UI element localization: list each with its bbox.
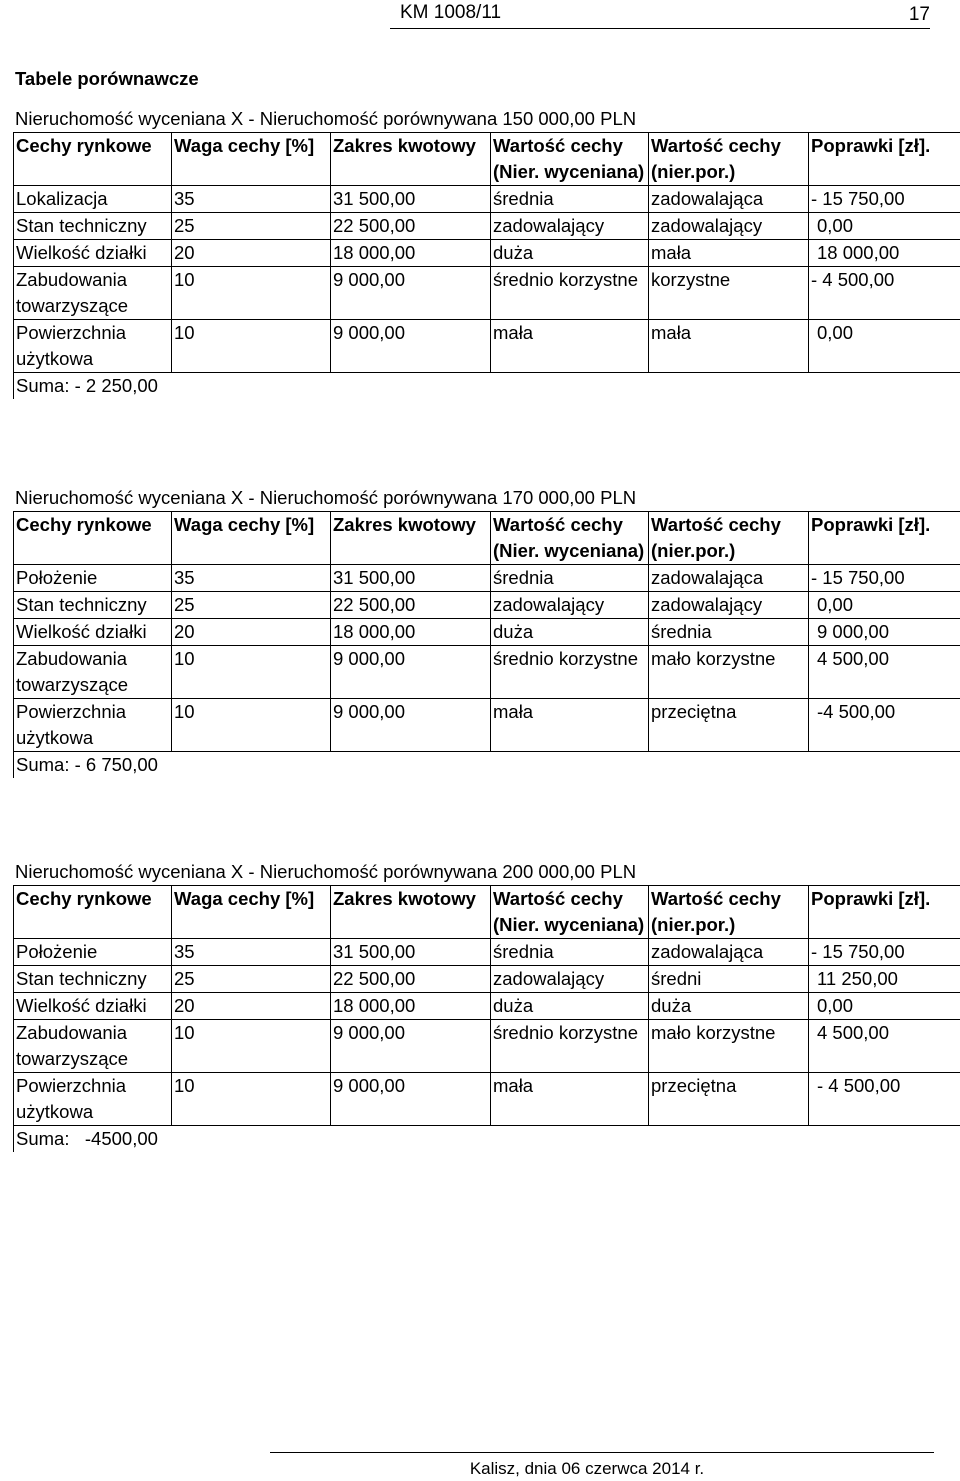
table-row bbox=[14, 1020, 960, 1073]
column-header: Poprawki [zł]. bbox=[809, 886, 960, 939]
table-cell: Stan techniczny bbox=[14, 966, 172, 993]
comparison-section-3 bbox=[13, 858, 960, 1152]
table-cell: Stan techniczny bbox=[14, 592, 172, 619]
table-cell: Wielkość działki bbox=[14, 240, 172, 267]
table-cell: 9 000,00 bbox=[331, 1073, 491, 1126]
table-cell: 18 000,00 bbox=[809, 240, 960, 267]
table-cell: Stan techniczny bbox=[14, 213, 172, 240]
page-number: 17 bbox=[908, 4, 930, 25]
table-cell: Położenie bbox=[14, 565, 172, 592]
table-cell: 0,00 bbox=[809, 213, 960, 240]
column-header: Poprawki [zł]. bbox=[809, 133, 960, 186]
table-cell: 9 000,00 bbox=[331, 699, 491, 752]
sum-row bbox=[14, 1126, 960, 1153]
table-header-row bbox=[14, 512, 960, 565]
table-cell: 25 bbox=[172, 213, 331, 240]
table-cell: zadowalający bbox=[491, 213, 649, 240]
table-cell: - 15 750,00 bbox=[809, 186, 960, 213]
column-header: Wartość cechy (nier.por.) bbox=[649, 886, 809, 939]
table-cell: 35 bbox=[172, 939, 331, 966]
table-cell: zadowalająca bbox=[649, 565, 809, 592]
table-header-row bbox=[14, 886, 960, 939]
table-row bbox=[14, 993, 960, 1020]
table-cell: Lokalizacja bbox=[14, 186, 172, 213]
table-row bbox=[14, 1073, 960, 1126]
table-cell: średnio korzystne bbox=[491, 1020, 649, 1073]
table-row bbox=[14, 592, 960, 619]
table-cell: 20 bbox=[172, 993, 331, 1020]
document-title: Tabele porównawcze bbox=[15, 68, 199, 89]
table-cell: 9 000,00 bbox=[331, 267, 491, 320]
column-header: Zakres kwotowy bbox=[331, 512, 491, 565]
column-header: Zakres kwotowy bbox=[331, 886, 491, 939]
table-cell: 10 bbox=[172, 1073, 331, 1126]
column-header: Wartość cechy (nier.por.) bbox=[649, 512, 809, 565]
comparison-table bbox=[13, 511, 960, 778]
column-header: Cechy rynkowe bbox=[14, 133, 172, 186]
table-cell: 25 bbox=[172, 592, 331, 619]
section-title: Nieruchomość wyceniana X - Nieruchomość porównywana 150 000,00 PLN bbox=[15, 108, 637, 129]
section-title: Nieruchomość wyceniana X - Nieruchomość porównywana 200 000,00 PLN bbox=[15, 861, 637, 882]
table-cell: korzystne bbox=[649, 267, 809, 320]
table-cell: mała bbox=[491, 320, 649, 373]
table-cell: średnio korzystne bbox=[491, 267, 649, 320]
comparison-table bbox=[13, 132, 960, 399]
footer-date: Kalisz, dnia 06 czerwca 2014 r. bbox=[469, 1459, 705, 1478]
table-cell: Zabudowania towarzyszące bbox=[14, 646, 172, 699]
table-cell: Zabudowania towarzyszące bbox=[14, 267, 172, 320]
table-cell: mała bbox=[649, 320, 809, 373]
page-footer bbox=[270, 1452, 934, 1479]
table-cell: średnia bbox=[649, 619, 809, 646]
column-header: Zakres kwotowy bbox=[331, 133, 491, 186]
table-cell: Wielkość działki bbox=[14, 619, 172, 646]
table-cell: Powierzchnia użytkowa bbox=[14, 699, 172, 752]
table-cell: średnio korzystne bbox=[491, 646, 649, 699]
table-cell: Położenie bbox=[14, 939, 172, 966]
sum-row bbox=[14, 373, 960, 400]
table-cell: mała bbox=[491, 1073, 649, 1126]
column-header: Cechy rynkowe bbox=[14, 512, 172, 565]
table-cell: 10 bbox=[172, 320, 331, 373]
sum-value: Suma: - 2 250,00 bbox=[14, 373, 960, 400]
table-cell: zadowalający bbox=[649, 592, 809, 619]
table-row bbox=[14, 565, 960, 592]
table-cell: 20 bbox=[172, 619, 331, 646]
table-cell: 18 000,00 bbox=[331, 240, 491, 267]
table-cell: 10 bbox=[172, 646, 331, 699]
column-header: Wartość cechy (nier.por.) bbox=[649, 133, 809, 186]
table-cell: 22 500,00 bbox=[331, 592, 491, 619]
table-cell: 9 000,00 bbox=[331, 320, 491, 373]
table-cell: 22 500,00 bbox=[331, 213, 491, 240]
table-cell: zadowalający bbox=[491, 592, 649, 619]
table-cell: 31 500,00 bbox=[331, 565, 491, 592]
table-cell: - 15 750,00 bbox=[809, 565, 960, 592]
table-row bbox=[14, 646, 960, 699]
table-cell: 25 bbox=[172, 966, 331, 993]
table-row bbox=[14, 619, 960, 646]
table-header-row bbox=[14, 133, 960, 186]
table-cell: - 4 500,00 bbox=[809, 1073, 960, 1126]
table-cell: średnia bbox=[491, 186, 649, 213]
table-row bbox=[14, 213, 960, 240]
table-cell: 35 bbox=[172, 186, 331, 213]
table-cell: 9 000,00 bbox=[331, 646, 491, 699]
table-row bbox=[14, 939, 960, 966]
table-cell: duża bbox=[491, 993, 649, 1020]
table-cell: 0,00 bbox=[809, 320, 960, 373]
table-cell: 20 bbox=[172, 240, 331, 267]
table-cell: 0,00 bbox=[809, 592, 960, 619]
sum-value: Suma: - 6 750,00 bbox=[14, 752, 960, 779]
comparison-section-1 bbox=[13, 105, 960, 399]
table-cell: Zabudowania towarzyszące bbox=[14, 1020, 172, 1073]
table-cell: duża bbox=[491, 619, 649, 646]
table-cell: Powierzchnia użytkowa bbox=[14, 1073, 172, 1126]
table-row bbox=[14, 320, 960, 373]
table-cell: 18 000,00 bbox=[331, 993, 491, 1020]
table-cell: - 15 750,00 bbox=[809, 939, 960, 966]
table-cell: mało korzystne bbox=[649, 1020, 809, 1073]
table-cell: 10 bbox=[172, 1020, 331, 1073]
column-header: Waga cechy [%] bbox=[172, 886, 331, 939]
comparison-table bbox=[13, 885, 960, 1152]
table-cell: -4 500,00 bbox=[809, 699, 960, 752]
column-header: Poprawki [zł]. bbox=[809, 512, 960, 565]
table-cell: 9 000,00 bbox=[331, 1020, 491, 1073]
table-cell: 31 500,00 bbox=[331, 186, 491, 213]
table-cell: 31 500,00 bbox=[331, 939, 491, 966]
table-cell: średnia bbox=[491, 939, 649, 966]
sum-row bbox=[14, 752, 960, 779]
table-row bbox=[14, 186, 960, 213]
table-row bbox=[14, 699, 960, 752]
table-cell: średni bbox=[649, 966, 809, 993]
page-header bbox=[390, 0, 930, 29]
table-cell: 35 bbox=[172, 565, 331, 592]
table-cell: Powierzchnia użytkowa bbox=[14, 320, 172, 373]
table-row bbox=[14, 240, 960, 267]
table-cell: 10 bbox=[172, 699, 331, 752]
column-header: Waga cechy [%] bbox=[172, 512, 331, 565]
table-cell: duża bbox=[491, 240, 649, 267]
table-cell: 22 500,00 bbox=[331, 966, 491, 993]
table-cell: mała bbox=[649, 240, 809, 267]
section-title: Nieruchomość wyceniana X - Nieruchomość porównywana 170 000,00 PLN bbox=[15, 487, 637, 508]
table-cell: 0,00 bbox=[809, 993, 960, 1020]
table-row bbox=[14, 966, 960, 993]
table-cell: 18 000,00 bbox=[331, 619, 491, 646]
column-header: Cechy rynkowe bbox=[14, 886, 172, 939]
column-header: Wartość cechy (Nier. wyceniana) bbox=[491, 886, 649, 939]
table-cell: zadowalający bbox=[649, 213, 809, 240]
table-row bbox=[14, 267, 960, 320]
table-cell: przeciętna bbox=[649, 1073, 809, 1126]
column-header: Wartość cechy (Nier. wyceniana) bbox=[491, 133, 649, 186]
table-cell: zadowalająca bbox=[649, 186, 809, 213]
table-cell: 4 500,00 bbox=[809, 646, 960, 699]
table-cell: mało korzystne bbox=[649, 646, 809, 699]
table-cell: - 4 500,00 bbox=[809, 267, 960, 320]
table-cell: 4 500,00 bbox=[809, 1020, 960, 1073]
sum-value: Suma: -4500,00 bbox=[14, 1126, 960, 1153]
table-cell: 9 000,00 bbox=[809, 619, 960, 646]
table-cell: 11 250,00 bbox=[809, 966, 960, 993]
table-cell: 10 bbox=[172, 267, 331, 320]
column-header: Wartość cechy (Nier. wyceniana) bbox=[491, 512, 649, 565]
table-cell: zadowalający bbox=[491, 966, 649, 993]
column-header: Waga cechy [%] bbox=[172, 133, 331, 186]
table-cell: zadowalająca bbox=[649, 939, 809, 966]
comparison-section-2 bbox=[13, 484, 960, 778]
table-cell: duża bbox=[649, 993, 809, 1020]
document-code: KM 1008/11 bbox=[400, 2, 502, 23]
table-cell: przeciętna bbox=[649, 699, 809, 752]
table-cell: średnia bbox=[491, 565, 649, 592]
table-cell: mała bbox=[491, 699, 649, 752]
table-cell: Wielkość działki bbox=[14, 993, 172, 1020]
